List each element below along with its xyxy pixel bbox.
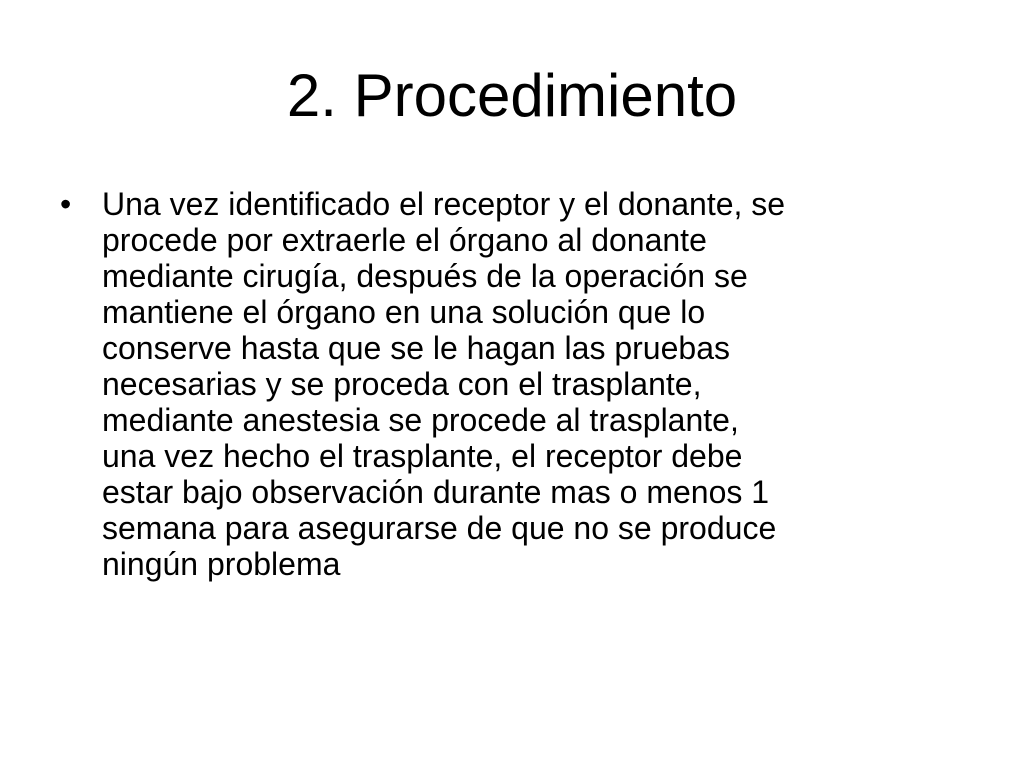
bullet-line: necesarias y se proceda con el trasplante, xyxy=(102,366,702,402)
bullet-item xyxy=(60,186,960,582)
bullet-line: mantiene el órgano en una solución que lo xyxy=(102,294,706,330)
bullet-line: Una vez identificado el receptor y el donante, se xyxy=(102,186,786,222)
bullet-line: mediante anestesia se procede al trasplante, xyxy=(102,402,739,438)
bullet-list xyxy=(60,186,960,582)
bullet-line: semana para asegurarse de que no se produce xyxy=(102,510,777,546)
bullet-line: procede por extraerle el órgano al donante xyxy=(102,222,707,258)
bullet-line: estar bajo observación durante mas o menos 1 xyxy=(102,474,770,510)
slide-title: 2. Procedimiento xyxy=(286,62,738,129)
bullet-line: mediante cirugía, después de la operación se xyxy=(102,258,748,294)
bullet-line: una vez hecho el trasplante, el receptor debe xyxy=(102,438,743,474)
bullet-line: conserve hasta que se le hagan las pruebas xyxy=(102,330,730,366)
bullet-line: ningún problema xyxy=(102,546,341,582)
bullet-text xyxy=(102,186,960,582)
bullet-dot-icon: • xyxy=(60,186,72,222)
